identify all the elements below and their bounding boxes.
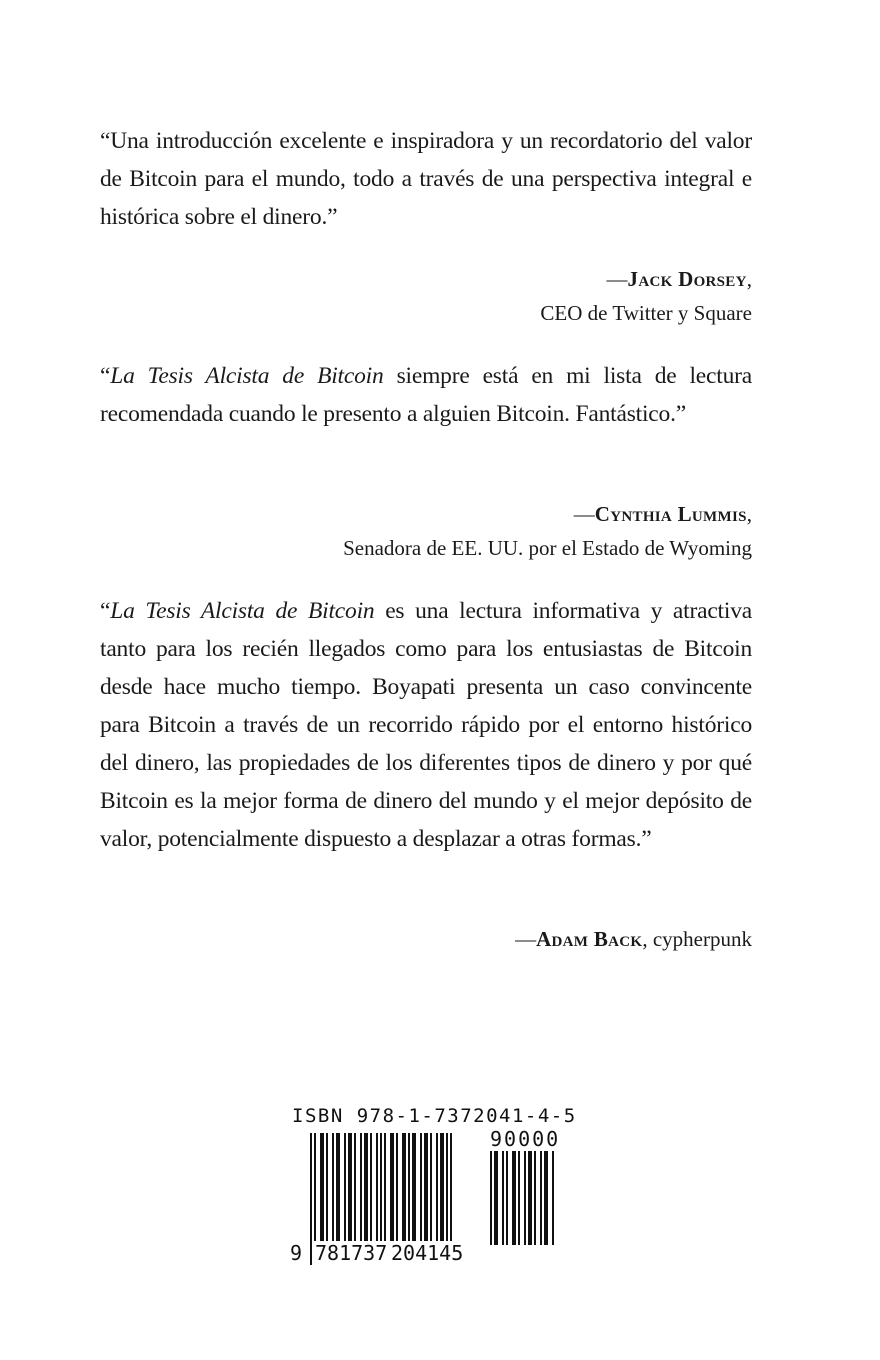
attribution-2: —Cynthia Lummis, Senadora de EE. UU. por el Estado de Wyoming xyxy=(343,497,752,565)
blurb-quote-1 xyxy=(100,122,752,236)
quote-text: siempre está en mi lista de lectura recomendada cuando le presento a alguien Bitcoin. Fantástico.” xyxy=(100,363,753,427)
quote-text: Una introducción excelente e inspiradora y un recordatorio del valor de Bitcoin para el mundo, todo a través de una perspectiva integral e histórica sobre el dinero.” xyxy=(100,128,752,230)
quote-text: es una lectura informativa y atractiva tanto para los recién llegados como para los entusiastas de Bitcoin desde hace mucho tiempo. Boyapati presenta un caso convincente para Bitcoin a través de un recorrido rápido por el entorno histórico del dinero, las propiedades de los diferentes tipos de dinero y por qué Bitcoin es la mejor forma de dinero del mundo y el mejor depósito de valor, potencialmente dispuesto a desplazar a otras formas.” xyxy=(100,598,752,852)
attribution-3: —Adam Back, cypherpunk xyxy=(515,927,752,951)
open-quote-mark: “ xyxy=(100,128,111,154)
barcode-first-digit: 9 xyxy=(290,1241,303,1265)
blurb-quote-3 xyxy=(100,592,752,858)
addon-bars xyxy=(490,1151,554,1245)
author-name: Cynthia Lummis xyxy=(594,502,747,526)
isbn-label: ISBN 978-1-7372041-4-5 xyxy=(292,1105,577,1127)
author-name: Adam Back xyxy=(536,927,643,951)
author-role: CEO de Twitter y Square xyxy=(540,301,752,325)
author-name: Jack Dorsey xyxy=(627,267,747,291)
book-title: La Tesis Alcista de Bitcoin xyxy=(110,363,384,389)
isbn-barcode xyxy=(290,1105,580,1265)
blurb-quote-2 xyxy=(100,357,752,433)
ean13-bars xyxy=(310,1133,452,1253)
open-quote-mark: “ xyxy=(100,363,111,389)
open-quote-mark: “ xyxy=(100,598,111,624)
barcode-group-2: 204145 xyxy=(391,1241,464,1265)
addon-price-code: 90000 xyxy=(490,1127,561,1151)
book-title: La Tesis Alcista de Bitcoin xyxy=(110,598,375,624)
author-role: Senadora de EE. UU. por el Estado de Wyoming xyxy=(343,536,752,560)
attribution-1: —Jack Dorsey, CEO de Twitter y Square xyxy=(540,262,752,330)
barcode-group-1: 781737 xyxy=(315,1241,388,1265)
